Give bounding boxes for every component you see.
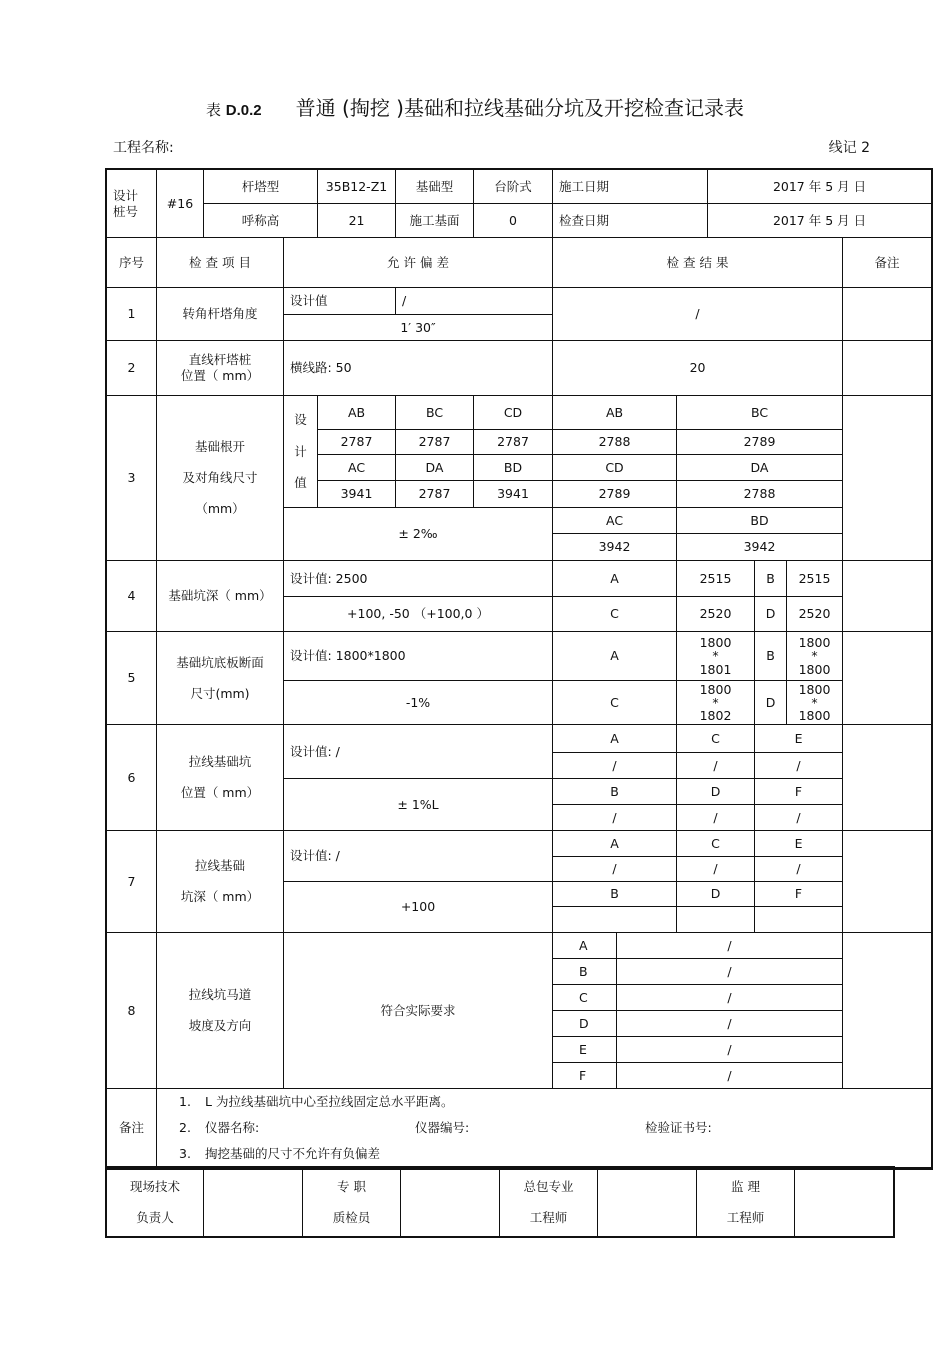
pile-number: #16 <box>157 170 204 238</box>
row6-v1-1: / <box>677 753 755 779</box>
row5-a-value: 1800 * 1801 <box>677 632 755 681</box>
row2-tolerance: 横线路: 50 <box>284 341 553 396</box>
row8-remark <box>843 933 932 1089</box>
notes-body <box>157 1089 932 1169</box>
sig-qc-field[interactable] <box>401 1168 500 1237</box>
row8-label-0: A <box>553 933 617 959</box>
row7-v1-0: / <box>553 857 677 882</box>
row7-h2-2: F <box>755 882 843 907</box>
row3-r-v2-0: 2789 <box>553 481 677 508</box>
row3-r-v3-1: 3942 <box>677 534 843 561</box>
page-title <box>0 92 950 121</box>
row8-label-3: D <box>553 1011 617 1037</box>
row2-item: 直线杆塔桩 位置（ mm） <box>157 341 284 396</box>
nominal-height-value: 21 <box>318 204 396 238</box>
inspection-date-value: 2017 年 5 月 日 <box>708 204 932 238</box>
row5-d-label: D <box>755 681 787 725</box>
row4-tolerance: +100, -50 （+100,0 ） <box>284 597 553 632</box>
row3-d-v2-2: 3941 <box>474 481 553 508</box>
row3-r-h3-1: BD <box>677 508 843 534</box>
row8-value-4: / <box>617 1037 843 1063</box>
row6-v2-1: / <box>677 805 755 831</box>
row3-d-v1-0: 2787 <box>318 430 396 455</box>
col-tolerance: 允 许 偏 差 <box>284 238 553 288</box>
row3-d-v1-1: 2787 <box>396 430 474 455</box>
row8-value-0: / <box>617 933 843 959</box>
tower-type-value: 35B12-Z1 <box>318 170 396 204</box>
title-text: 普通 (掏挖 )基础和拉线基础分坑及开挖检查记录表 <box>295 96 744 120</box>
row6-item: 拉线基础坑 位置（ mm） <box>157 725 284 831</box>
row6-v2-0: / <box>553 805 677 831</box>
row4-c-label: C <box>553 597 677 632</box>
row7-v2-0 <box>553 907 677 933</box>
row4-remark <box>843 561 932 632</box>
row3-r-h1-0: AB <box>553 396 677 430</box>
row8-value-2: / <box>617 985 843 1011</box>
row7-v1-2: / <box>755 857 843 882</box>
nominal-height-label: 呼称高 <box>204 204 318 238</box>
table-code: 表 D.0.2 <box>206 101 262 119</box>
row4-design: 设计值: 2500 <box>284 561 553 597</box>
row7-h1-1: C <box>677 831 755 857</box>
row5-a-label: A <box>553 632 677 681</box>
row8-label-5: F <box>553 1063 617 1089</box>
row7-v2-2 <box>755 907 843 933</box>
row5-b-label: B <box>755 632 787 681</box>
row7-h1-2: E <box>755 831 843 857</box>
row3-d-v1-2: 2787 <box>474 430 553 455</box>
sig-contractor-field[interactable] <box>598 1168 697 1237</box>
col-seq: 序号 <box>107 238 157 288</box>
row3-d-h1-2: CD <box>474 396 553 430</box>
row4-a-label: A <box>553 561 677 597</box>
row6-h1-2: E <box>755 725 843 753</box>
row5-remark <box>843 632 932 725</box>
note-1: 1. L 为拉线基础坑中心至拉线固定总水平距离。 <box>179 1094 454 1109</box>
row4-c-value: 2520 <box>677 597 755 632</box>
row3-item: 基础根开 及对角线尺寸 （mm） <box>157 396 284 561</box>
signature-table <box>106 1167 894 1237</box>
row6-h2-2: F <box>755 779 843 805</box>
row5-item: 基础坑底板断面 尺寸(mm) <box>157 632 284 725</box>
row3-d-h2-2: BD <box>474 455 553 481</box>
foundation-type-value: 台阶式 <box>474 170 553 204</box>
row8-label-1: B <box>553 959 617 985</box>
row6-seq: 6 <box>107 725 157 831</box>
row1-remark <box>843 288 932 341</box>
row2-remark <box>843 341 932 396</box>
row6-h1-1: C <box>677 725 755 753</box>
row7-seq: 7 <box>107 831 157 933</box>
row4-b-value: 2515 <box>787 561 843 597</box>
row1-design-value: / <box>396 288 553 315</box>
row3-d-h1-0: AB <box>318 396 396 430</box>
row6-tolerance: ± 1%L <box>284 779 553 831</box>
row3-r-h2-1: DA <box>677 455 843 481</box>
sig-supervisor-field[interactable] <box>795 1168 894 1237</box>
row7-h2-1: D <box>677 882 755 907</box>
row3-r-v2-1: 2788 <box>677 481 843 508</box>
sig-site-tech-field[interactable] <box>204 1168 303 1237</box>
notes-label: 备注 <box>107 1089 157 1169</box>
row3-r-h1-1: BC <box>677 396 843 430</box>
row7-h1-0: A <box>553 831 677 857</box>
row1-result: / <box>553 288 843 341</box>
col-result: 检 查 结 果 <box>553 238 843 288</box>
row8-label-4: E <box>553 1037 617 1063</box>
row6-v2-2: / <box>755 805 843 831</box>
row3-r-v1-1: 2789 <box>677 430 843 455</box>
row6-remark <box>843 725 932 831</box>
row3-r-v1-0: 2788 <box>553 430 677 455</box>
row3-d-h2-0: AC <box>318 455 396 481</box>
row1-item: 转角杆塔角度 <box>157 288 284 341</box>
row7-design: 设计值: / <box>284 831 553 882</box>
row8-value-1: / <box>617 959 843 985</box>
row8-value-3: / <box>617 1011 843 1037</box>
row6-v1-0: / <box>553 753 677 779</box>
row6-h1-0: A <box>553 725 677 753</box>
row3-seq: 3 <box>107 396 157 561</box>
col-remark: 备注 <box>843 238 932 288</box>
row3-d-h2-1: DA <box>396 455 474 481</box>
note-3: 3. 掏挖基础的尺寸不允许有负偏差 <box>179 1146 381 1161</box>
tower-type-label: 杆塔型 <box>204 170 318 204</box>
row3-r-h3-0: AC <box>553 508 677 534</box>
row1-tolerance: 1′ 30″ <box>284 315 553 341</box>
row7-remark <box>843 831 932 933</box>
sig-site-tech-label: 现场技术 负责人 <box>107 1168 204 1237</box>
row7-v2-1 <box>677 907 755 933</box>
sig-qc-label: 专 职 质检员 <box>303 1168 401 1237</box>
design-pile-label: 设计 桩号 <box>107 170 157 238</box>
inspection-date-label: 检查日期 <box>553 204 708 238</box>
col-item: 检 查 项 目 <box>157 238 284 288</box>
row3-r-h2-0: CD <box>553 455 677 481</box>
row3-tolerance: ± 2‰ <box>284 508 553 561</box>
row5-seq: 5 <box>107 632 157 725</box>
row2-result: 20 <box>553 341 843 396</box>
note-2: 2. 仪器名称: 仪器编号: 检验证书号: <box>179 1120 712 1135</box>
row7-v1-1: / <box>677 857 755 882</box>
row6-h2-1: D <box>677 779 755 805</box>
row7-tolerance: +100 <box>284 882 553 933</box>
row6-design: 设计值: / <box>284 725 553 779</box>
row1-design-label: 设计值 <box>284 288 396 315</box>
row6-h2-0: B <box>553 779 677 805</box>
record-number: 线记 2 <box>828 140 870 156</box>
row8-seq: 8 <box>107 933 157 1089</box>
sig-supervisor-label: 监 理 工程师 <box>697 1168 795 1237</box>
row1-seq: 1 <box>107 288 157 341</box>
row4-b-label: B <box>755 561 787 597</box>
construction-date-value: 2017 年 5 月 日 <box>708 170 932 204</box>
row3-r-v3-0: 3942 <box>553 534 677 561</box>
foundation-type-label: 基础型 <box>396 170 474 204</box>
row3-d-v2-0: 3941 <box>318 481 396 508</box>
row4-item: 基础坑深（ mm） <box>157 561 284 632</box>
row8-tolerance: 符合实际要求 <box>284 933 553 1089</box>
row8-item: 拉线坑马道 坡度及方向 <box>157 933 284 1089</box>
row4-d-label: D <box>755 597 787 632</box>
row4-d-value: 2520 <box>787 597 843 632</box>
base-level-value: 0 <box>474 204 553 238</box>
base-level-label: 施工基面 <box>396 204 474 238</box>
row5-design: 设计值: 1800*1800 <box>284 632 553 681</box>
row3-design-label: 设 计 值 <box>284 396 318 508</box>
inspection-table <box>106 169 932 1169</box>
row3-d-h1-1: BC <box>396 396 474 430</box>
row5-c-label: C <box>553 681 677 725</box>
row6-v1-2: / <box>755 753 843 779</box>
row5-d-value: 1800 * 1800 <box>787 681 843 725</box>
row7-h2-0: B <box>553 882 677 907</box>
row7-item: 拉线基础 坑深（ mm） <box>157 831 284 933</box>
row2-seq: 2 <box>107 341 157 396</box>
row3-d-v2-1: 2787 <box>396 481 474 508</box>
row3-remark <box>843 396 932 561</box>
row5-b-value: 1800 * 1800 <box>787 632 843 681</box>
project-name-label: 工程名称: <box>113 140 174 156</box>
row4-a-value: 2515 <box>677 561 755 597</box>
row4-seq: 4 <box>107 561 157 632</box>
row5-c-value: 1800 * 1802 <box>677 681 755 725</box>
row8-value-5: / <box>617 1063 843 1089</box>
sig-contractor-label: 总包专业 工程师 <box>500 1168 598 1237</box>
row8-label-2: C <box>553 985 617 1011</box>
construction-date-label: 施工日期 <box>553 170 708 204</box>
row5-tolerance: -1% <box>284 681 553 725</box>
